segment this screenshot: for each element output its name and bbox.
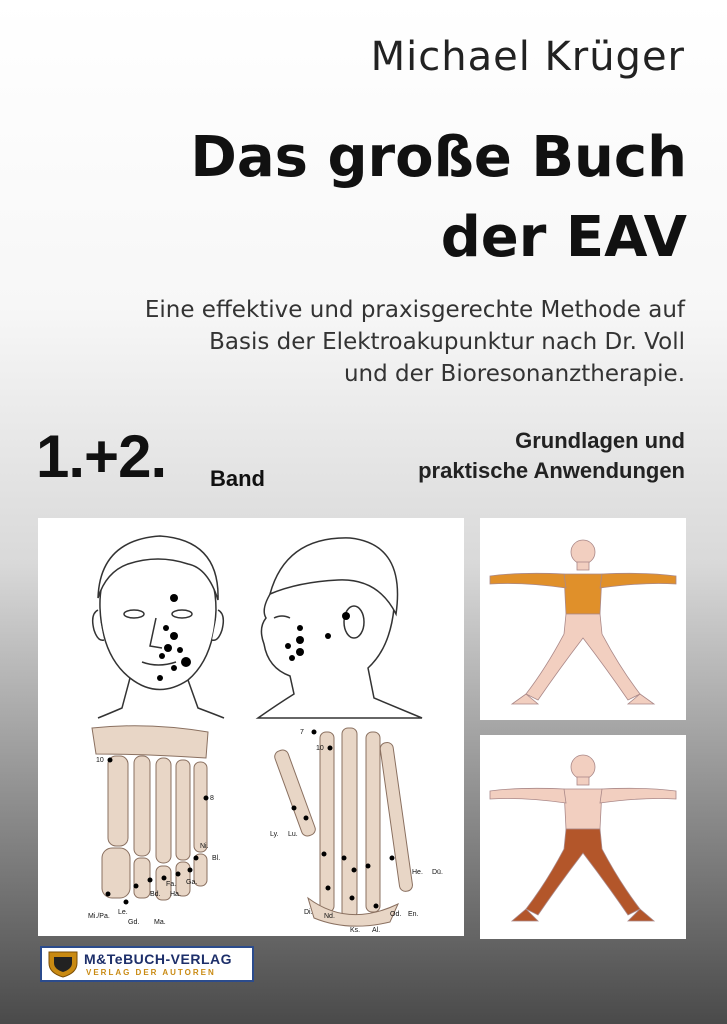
hand-label: He. — [412, 869, 423, 876]
hand-label: 7 — [300, 729, 304, 736]
body-figure-lower-panel — [480, 735, 686, 939]
body-figure-lower — [480, 735, 686, 939]
acupoint-illustration-panel — [38, 518, 464, 936]
foot-label: Mi./Pa. — [88, 913, 110, 920]
body-figure-upper-panel — [480, 518, 686, 720]
publisher-tagline: VERLAG DER AUTOREN — [86, 968, 216, 977]
publisher-shield-icon — [46, 949, 80, 979]
foot-label: Ga. — [186, 879, 198, 886]
subtitle-line-1: Eine effektive und praxisgerechte Methode auf — [144, 297, 685, 323]
hand-label: 10 — [316, 745, 324, 752]
volume-word: Band — [210, 466, 265, 491]
subtitle-line-2: Basis der Elektroakupunktur nach Dr. Voll — [209, 329, 685, 355]
title-line-1: Das große Buch — [190, 125, 687, 190]
volume-number: 1.+2. — [36, 423, 167, 490]
foot-label: Le. — [118, 909, 128, 916]
foot-bones-illustration — [92, 726, 208, 900]
hand-label: Ly. — [270, 831, 279, 838]
book-title — [190, 118, 687, 278]
body-figure-upper — [480, 518, 686, 720]
foot-label: Ha. — [170, 891, 181, 898]
foot-label: Gd. — [128, 919, 140, 926]
publisher-logo — [40, 946, 254, 982]
hand-label: Od. — [390, 911, 402, 918]
foot-label: Fa. — [166, 881, 177, 888]
topics — [418, 426, 685, 486]
hand-label: En. — [408, 911, 419, 918]
acupoint-illustration — [38, 518, 464, 936]
foot-label: Ma. — [154, 919, 166, 926]
hand-label: Dü. — [432, 869, 443, 876]
hand-label: Di. — [304, 909, 313, 916]
hand-label: Lu. — [288, 831, 298, 838]
face-side-illustration — [258, 538, 422, 718]
topics-line-2: praktische Anwendungen — [418, 458, 685, 483]
hand-bones-illustration — [273, 728, 413, 926]
subtitle — [25, 294, 685, 390]
foot-label: Ni. — [200, 843, 209, 850]
foot-label: 10 — [96, 757, 104, 764]
foot-label: Bd. — [150, 891, 161, 898]
publisher-name: M&TeBUCH-VERLAG — [84, 951, 233, 967]
face-front-illustration — [93, 536, 224, 718]
hand-label: Nd. — [324, 913, 335, 920]
foot-label: Bl. — [212, 855, 221, 862]
title-line-2: der EAV — [440, 205, 687, 270]
topics-line-1: Grundlagen und — [515, 428, 685, 453]
subtitle-line-3: und der Bioresonanztherapie. — [343, 361, 685, 387]
hand-label: Ks. — [350, 927, 361, 934]
hand-label: Al. — [372, 927, 381, 934]
author-name: Michael Krüger — [370, 34, 685, 80]
foot-label: 8 — [210, 795, 214, 802]
